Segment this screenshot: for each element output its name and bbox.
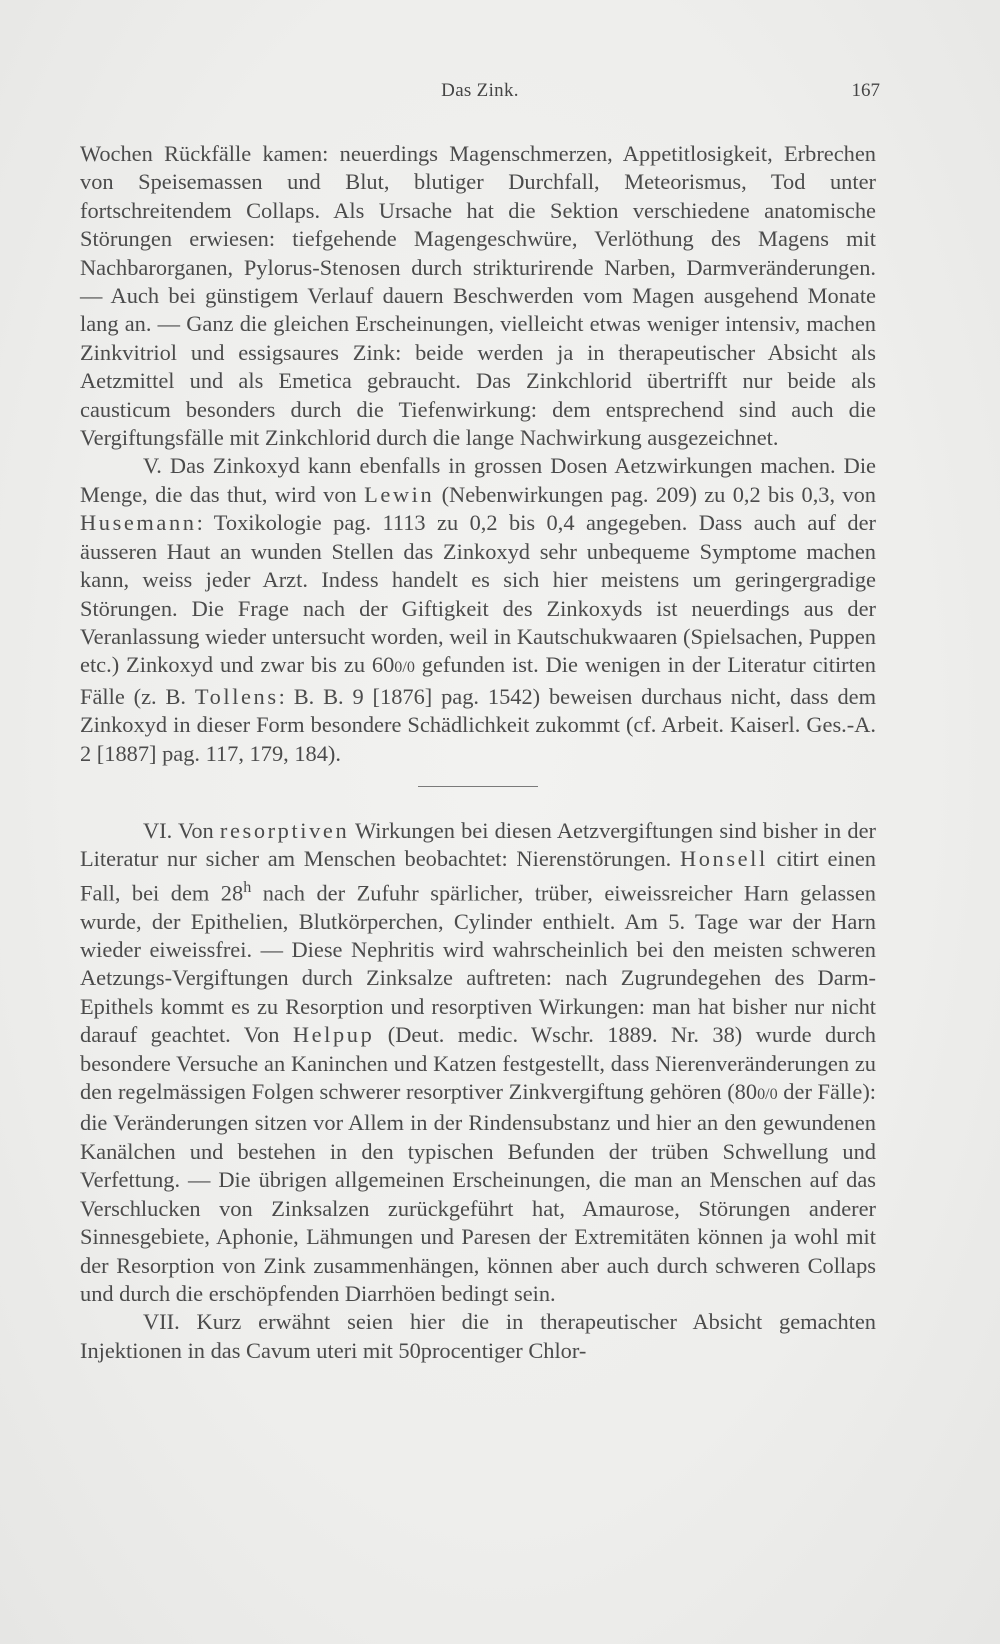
author-name-helpup: Helpup: [292, 1022, 375, 1048]
paragraph-text: der Fälle): die Veränderungen sitzen vor Allem in der Rindensubstanz und hier an den gewundenen Kanälchen und bestehen in den typischen Befunden der trüben Schwellung und Verfettung. — Die übrigen allgemeinen Erscheinungen, die man an Menschen auf das Verschlucken von Zinksalzen zurückgeführt hat, Amaurose, Störungen anderer Sinnesgebiete, Aphonie, Lähmungen und Paresen der Extremitäten können ja wohl mit der Resorption von Zink zusammenhängen, können aber auch durch schweren Collaps und durch die erschöpfenden Diarrhöen bedingt sein.: [80, 1079, 876, 1306]
author-name-tollens: Tollens: [194, 683, 279, 709]
paragraph-text: (Deut. medic. Wschr. 1889. Nr. 38) wurde durch besondere Versuche an Kaninchen und Katzen festgestellt, dass Nierenveränderungen zu den regelmässigen Folgen schwerer resorptiver Zinkvergiftung gehören (80: [80, 1022, 876, 1105]
section-divider: [418, 786, 538, 787]
author-name-honsell: Honsell: [679, 846, 768, 872]
paragraph-text: : B. B. 9 [1876] pag. 1542) beweisen durchaus nicht, dass dem Zinkoxyd in dieser Form besondere Schädlichkeit zukommt (cf. Arbeit. Kaiserl. Ges.-A. 2 [1887] pag. 117, 179, 184).: [80, 683, 876, 766]
paragraph-text: Wirkungen bei diesen Aetzvergiftungen sind bisher in der Literatur nur sicher am Menschen beobachtet: Nierenstörungen.: [80, 817, 877, 872]
paragraph-section-vi: [80, 817, 876, 1308]
paragraph-text: VII. Kurz erwähnt seien hier die in therapeutischer Absicht gemachten Injektionen in das Cavum uteri mit 50procentiger Chlor-: [80, 1309, 876, 1363]
percent-sign: 0/0: [757, 1086, 778, 1104]
paragraph-section-vii: [80, 1308, 876, 1365]
paragraph-section-v: [80, 452, 876, 767]
paragraph-text: : Toxikologie pag. 1113 zu 0,2 bis 0,4 angegeben. Dass auch auf der äusseren Haut an wunden Stellen das Zinkoxyd sehr unbequeme Symptome machen kann, weiss jeder Arzt. Indess handelt es sich hier meistens um geringergradige Störungen. Die Frage nach der Giftigkeit des Zinkoxyds ist neuerdings aus der Veranlassung wieder untersucht worden, weil in Kautschukwaaren (Spielsachen, Puppen etc.) Zinkoxyd und zwar bis zu 60: [80, 510, 876, 678]
page-number: 167: [851, 80, 880, 101]
paragraph-text: Wochen Rückfälle kamen: neuerdings Magenschmerzen, Appetitlosigkeit, Erbrechen von Speisemassen und Blut, blutiger Durchfall, Meteorismus, Tod unter fortschreitendem Collaps. Als Ursache hat die Sektion verschiedene anatomische Störungen erwiesen: tiefgehende Magengeschwüre, Verlöthung des Magens mit Nachbarorganen, Pylorus-Stenosen durch strikturirende Narben, Darmveränderungen. — Auch bei günstigem Verlauf dauern Beschwerden vom Magen ausgehend Monate lang an. — Ganz die gleichen Erscheinungen, vielleicht etwas weniger intensiv, machen Zinkvitriol und essigsaures Zink: beide werden ja in therapeutischer Absicht als Aetzmittel und als Emetica gebraucht. Das Zinkchlorid übertrifft nur beide als causticum besonders durch die Tiefenwirkung: dem entsprechend sind auch die Vergiftungsfälle mit Zinkchlorid durch die lange Nachwirkung ausgezeichnet.: [80, 141, 876, 451]
author-name-husemann: Husemann: [80, 510, 197, 536]
page-header: [80, 80, 880, 110]
emphasis-resorptiven: resorptiven: [219, 817, 350, 843]
paragraph-text: (Nebenwirkungen pag. 209) zu 0,2 bis 0,3, von: [434, 481, 877, 507]
paragraph-text: nach der Zufuhr spärlicher, trüber, eiweissreicher Harn gelassen wurde, der Epithelien, Blutkörperchen, Cylinder enthielt. Am 5. Tage war der Harn wieder eiweissfrei. — Diese Nephritis wird wahrscheinlich bei den meisten schweren Aetzungs-Vergiftungen durch Zinksalze auftreten: nach Zugrundegehen des Darm-Epithels kommt es zu Resorption und resorptiven Wirkungen: man hat bisher nur nicht darauf geachtet. Von: [80, 880, 876, 1048]
paragraph-text: citirt einen Fall, bei dem 28: [80, 846, 876, 906]
paragraph-text: VI. Von: [143, 817, 220, 843]
body-text: [80, 140, 876, 1365]
running-title: Das Zink.: [441, 80, 519, 101]
author-name-lewin: Lewin: [364, 481, 435, 507]
paragraph-text: V. Das Zinkoxyd kann ebenfalls in grossen Dosen Aetzwirkungen machen. Die Menge, die das thut, wird von: [80, 453, 876, 507]
hour-superscript: h: [243, 878, 252, 896]
paragraph-continuation: [80, 140, 876, 452]
percent-sign: 0/0: [394, 659, 415, 677]
paragraph-text: gefunden ist. Die wenigen in der Literatur citirten Fälle (z. B.: [80, 652, 876, 709]
